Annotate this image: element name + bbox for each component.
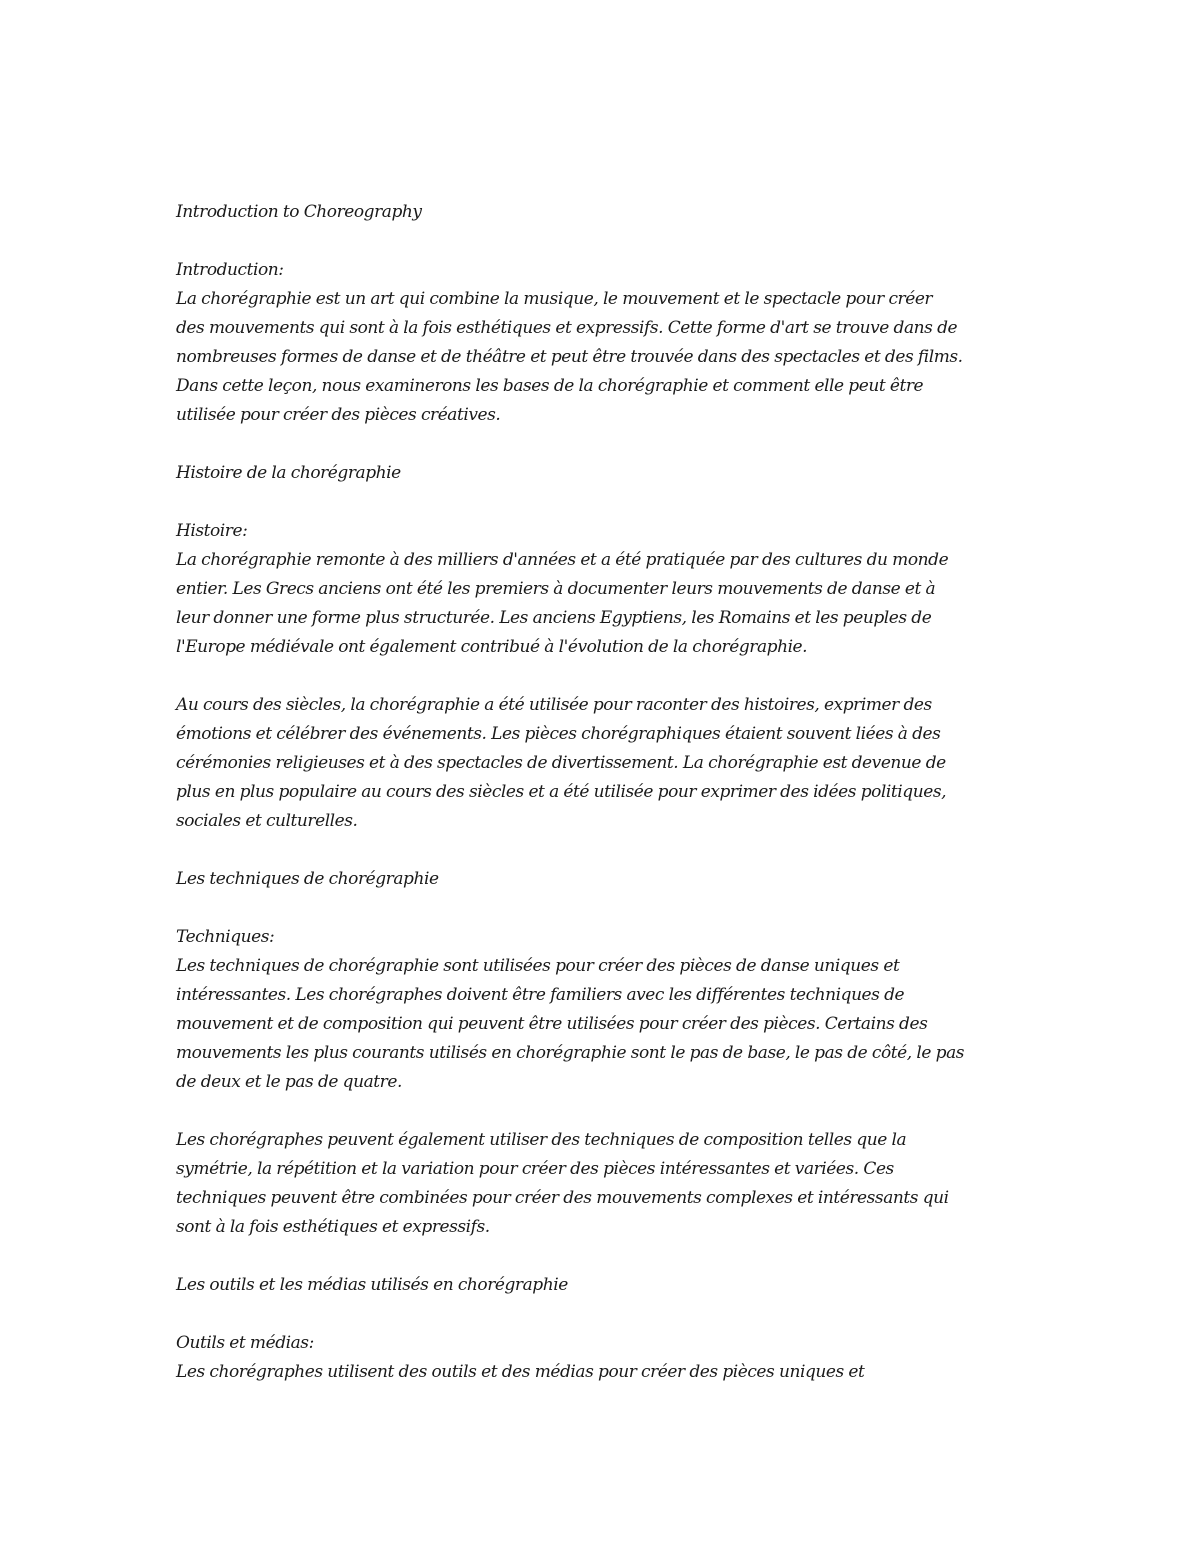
techniques-heading: Les techniques de chorégraphie	[176, 869, 439, 889]
techniques-p1-line: de deux et le pas de quatre.	[176, 1072, 402, 1092]
history-p1-line: leur donner une forme plus structurée. Les anciens Egyptiens, les Romains et les peuples de	[176, 608, 932, 628]
techniques-p1-line: mouvements les plus courants utilisés en chorégraphie sont le pas de base, le pas de côté, le pas	[176, 1043, 965, 1063]
spacer	[176, 1097, 1036, 1126]
intro-line: des mouvements qui sont à la fois esthétiques et expressifs. Cette forme d'art se trouve dans de	[176, 318, 958, 338]
history-heading: Histoire de la chorégraphie	[176, 463, 401, 483]
history-p2-line: Au cours des siècles, la chorégraphie a été utilisée pour raconter des histoires, exprimer des	[176, 695, 932, 715]
tools-line: Les chorégraphes utilisent des outils et des médias pour créer des pièces uniques et	[176, 1362, 865, 1382]
history-p1-line: La chorégraphie remonte à des milliers d'années et a été pratiquée par des cultures du monde	[176, 550, 949, 570]
intro-line: La chorégraphie est un art qui combine la musique, le mouvement et le spectacle pour créer	[176, 289, 933, 309]
history-p1-line: entier. Les Grecs anciens ont été les premiers à documenter leurs mouvements de danse et à	[176, 579, 936, 599]
spacer	[176, 894, 1036, 923]
intro-line: nombreuses formes de danse et de théâtre et peut être trouvée dans des spectacles et des films.	[176, 347, 963, 367]
tools-label: Outils et médias:	[176, 1333, 314, 1353]
techniques-p2-line: sont à la fois esthétiques et expressifs.	[176, 1217, 490, 1237]
history-p1-line: l'Europe médiévale ont également contribué à l'évolution de la chorégraphie.	[176, 637, 808, 657]
intro-line: utilisée pour créer des pièces créatives.	[176, 405, 501, 425]
history-p2-line: émotions et célébrer des événements. Les pièces chorégraphiques étaient souvent liées à des	[176, 724, 941, 744]
spacer	[176, 488, 1036, 517]
document-body	[176, 198, 1036, 1387]
spacer	[176, 1300, 1036, 1329]
techniques-p2-line: Les chorégraphes peuvent également utiliser des techniques de composition telles que la	[176, 1130, 907, 1150]
intro-label: Introduction:	[176, 260, 284, 280]
spacer	[176, 1242, 1036, 1271]
techniques-p1-line: mouvement et de composition qui peuvent être utilisées pour créer des pièces. Certains des	[176, 1014, 928, 1034]
tools-heading: Les outils et les médias utilisés en chorégraphie	[176, 1275, 568, 1295]
spacer	[176, 430, 1036, 459]
history-label: Histoire:	[176, 521, 248, 541]
spacer	[176, 227, 1036, 256]
techniques-p2-line: techniques peuvent être combinées pour créer des mouvements complexes et intéressants qui	[176, 1188, 949, 1208]
intro-line: Dans cette leçon, nous examinerons les bases de la chorégraphie et comment elle peut être	[176, 376, 924, 396]
spacer	[176, 662, 1036, 691]
spacer	[176, 836, 1036, 865]
techniques-p1-line: intéressantes. Les chorégraphes doivent être familiers avec les différentes techniques de	[176, 985, 905, 1005]
document-title: Introduction to Choreography	[176, 202, 422, 222]
techniques-p1-line: Les techniques de chorégraphie sont utilisées pour créer des pièces de danse uniques et	[176, 956, 900, 976]
history-p2-line: sociales et culturelles.	[176, 811, 358, 831]
history-p2-line: cérémonies religieuses et à des spectacles de divertissement. La chorégraphie est devenue de	[176, 753, 946, 773]
techniques-p2-line: symétrie, la répétition et la variation pour créer des pièces intéressantes et variées. Ces	[176, 1159, 894, 1179]
techniques-label: Techniques:	[176, 927, 275, 947]
history-p2-line: plus en plus populaire au cours des siècles et a été utilisée pour exprimer des idées politiques,	[176, 782, 947, 802]
